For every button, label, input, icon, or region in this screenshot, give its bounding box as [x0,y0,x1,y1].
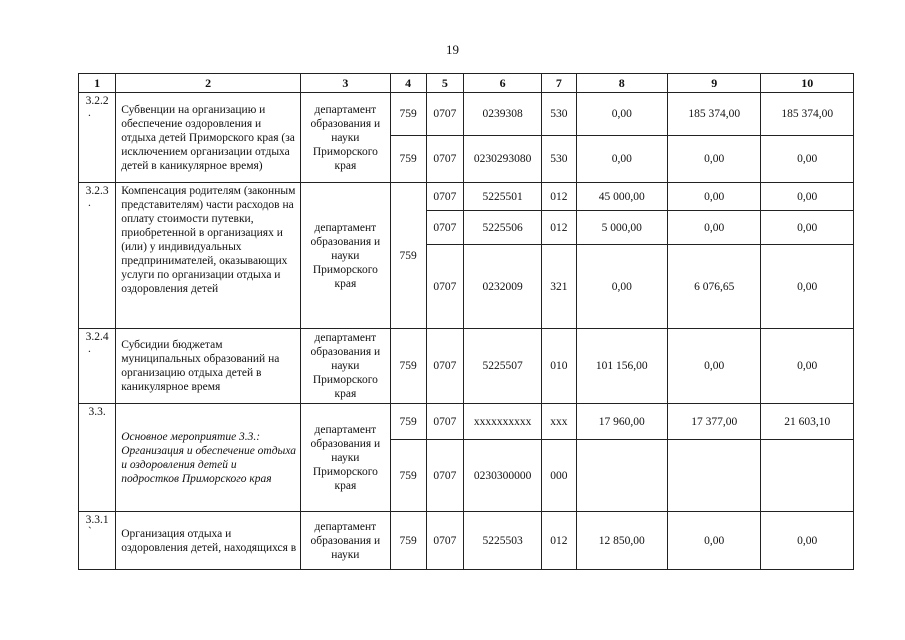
cell-col9: 6 076,65 [667,245,760,329]
header-cell: 5 [426,74,463,93]
row-department: департамент образования и науки Приморского края [301,93,390,183]
row-description: Организация отдыха и оздоровления детей, находящихся в [116,512,301,570]
cell-col4: 759 [390,440,426,512]
header-row [79,74,854,93]
cell-col10: 0,00 [761,512,854,570]
cell-col5: 0707 [426,512,463,570]
cell-col7: 530 [542,136,576,183]
row-number [79,512,116,570]
header-cell: 10 [761,74,854,93]
cell-col6: 5225501 [463,183,541,211]
header-cell: 8 [576,74,667,93]
cell-col9: 0,00 [667,211,760,245]
cell-col9 [667,440,760,512]
row-department: департамент образования и науки [301,512,390,570]
cell-col5: 0707 [426,404,463,440]
cell-col5: 0707 [426,183,463,211]
row-number [79,183,116,329]
row-description: Субвенции на организацию и обеспечение оздоровления и отдыха детей Приморского края (за исключением организации отдыха детей в каникулярное время) [116,93,301,183]
row-number-value: 3.2.2 [85,95,109,107]
header-cell: 3 [301,74,390,93]
cell-col6: 0239308 [463,93,541,136]
row-description: Основное мероприятие 3.3.: Организация и обеспечение отдыха и оздоровления детей и подростков Приморского края [116,404,301,512]
row-number [79,404,116,512]
table-row [79,404,854,440]
cell-col4: 759 [390,136,426,183]
cell-col7: 530 [542,93,576,136]
cell-col5: 0707 [426,211,463,245]
header-cell: 9 [667,74,760,93]
cell-col6: 0230293080 [463,136,541,183]
cell-col6: 5225507 [463,329,541,404]
table-row [79,512,854,570]
cell-col10 [761,440,854,512]
cell-col8: 0,00 [576,245,667,329]
cell-col4: 759 [390,183,426,329]
cell-col10: 0,00 [761,136,854,183]
cell-col10: 0,00 [761,183,854,211]
cell-col10: 0,00 [761,329,854,404]
cell-col7: 321 [542,245,576,329]
cell-col5: 0707 [426,245,463,329]
row-number-dot: ` [88,526,92,538]
cell-col6: 5225506 [463,211,541,245]
cell-col4: 759 [390,93,426,136]
cell-col4: 759 [390,329,426,404]
cell-col6: xxxxxxxxxx [463,404,541,440]
row-number-dot: . [88,107,91,119]
cell-col7: xxx [542,404,576,440]
cell-col8: 12 850,00 [576,512,667,570]
cell-col8: 101 156,00 [576,329,667,404]
row-number-dot: . [88,343,91,355]
row-department: департамент образования и науки Приморского края [301,183,390,329]
cell-col8: 45 000,00 [576,183,667,211]
cell-col6: 5225503 [463,512,541,570]
row-number-value: 3.3. [88,406,106,418]
table-row [79,183,854,211]
cell-col7: 012 [542,211,576,245]
cell-col7: 010 [542,329,576,404]
cell-col10: 0,00 [761,211,854,245]
header-cell: 7 [542,74,576,93]
row-number [79,329,116,404]
cell-col5: 0707 [426,136,463,183]
cell-col9: 0,00 [667,136,760,183]
cell-col7: 000 [542,440,576,512]
budget-table [78,73,854,570]
cell-col7: 012 [542,183,576,211]
row-number-dot: . [88,197,91,209]
cell-col5: 0707 [426,93,463,136]
cell-col9: 0,00 [667,183,760,211]
cell-col6: 0230300000 [463,440,541,512]
row-number-value: 3.3.1 [85,514,109,526]
row-number [79,93,116,183]
row-department: департамент образования и науки Приморского края [301,329,390,404]
row-description: Субсидии бюджетам муниципальных образований на организацию отдыха детей в каникулярное время [116,329,301,404]
header-cell: 1 [79,74,116,93]
cell-col9: 185 374,00 [667,93,760,136]
cell-col5: 0707 [426,440,463,512]
cell-col9: 17 377,00 [667,404,760,440]
cell-col10: 185 374,00 [761,93,854,136]
cell-col8: 0,00 [576,136,667,183]
cell-col6: 0232009 [463,245,541,329]
page-number: 19 [446,42,459,57]
header-cell: 4 [390,74,426,93]
cell-col8: 5 000,00 [576,211,667,245]
cell-col9: 0,00 [667,512,760,570]
cell-col8: 0,00 [576,93,667,136]
table-row [79,329,854,404]
cell-col4: 759 [390,512,426,570]
cell-col5: 0707 [426,329,463,404]
cell-col4: 759 [390,404,426,440]
row-number-value: 3.2.3 [85,185,109,197]
header-cell: 6 [463,74,541,93]
cell-col8 [576,440,667,512]
cell-col8: 17 960,00 [576,404,667,440]
cell-col7: 012 [542,512,576,570]
row-number-value: 3.2.4 [85,331,109,343]
cell-col9: 0,00 [667,329,760,404]
row-department: департамент образования и науки Приморского края [301,404,390,512]
cell-col10: 21 603,10 [761,404,854,440]
cell-col10: 0,00 [761,245,854,329]
table-row [79,93,854,136]
row-description: Компенсация родителям (законным представителям) части расходов на оплату стоимости путевки, приобретенной в организациях и (или) у индивидуальных предпринимателей, оказывающих услуги по организации отдыха и оздоровления детей [116,183,301,329]
header-cell: 2 [116,74,301,93]
